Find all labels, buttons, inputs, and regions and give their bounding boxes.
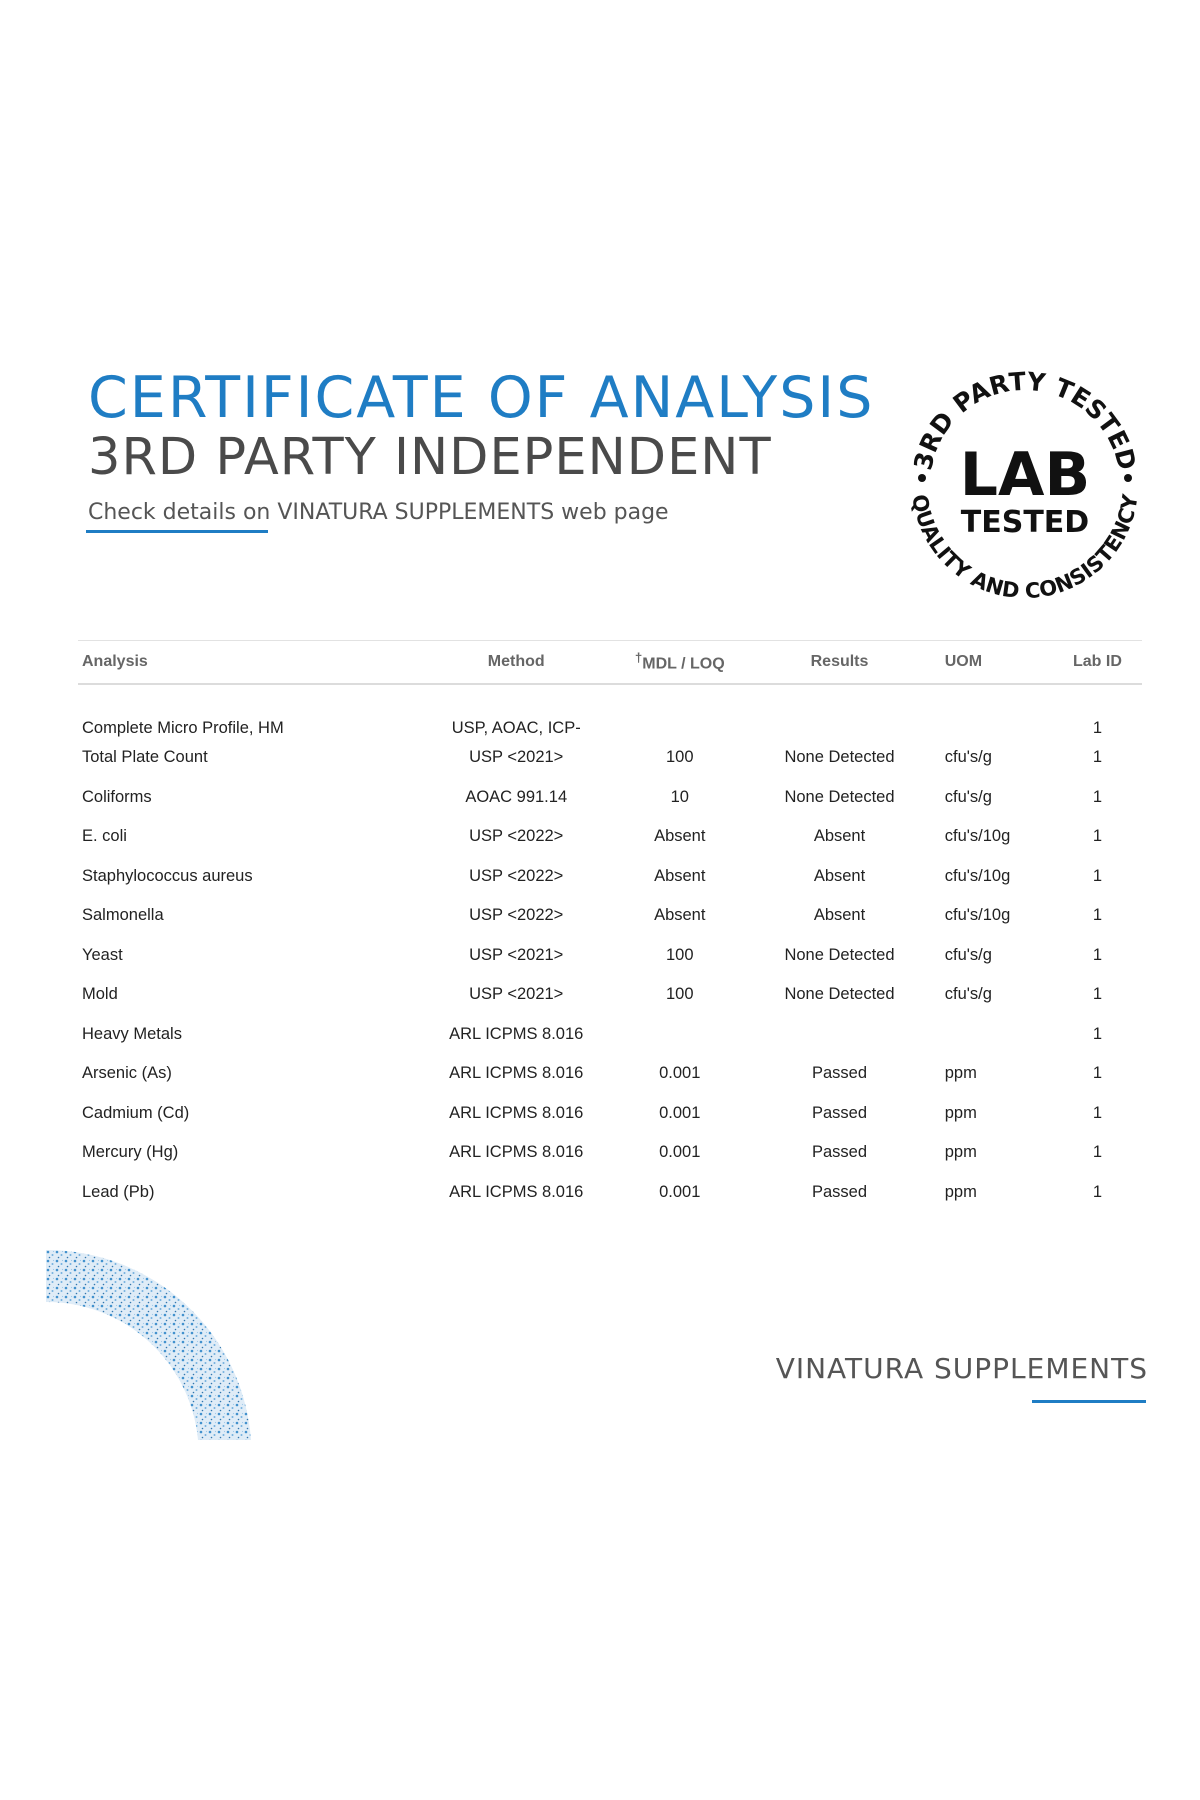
cell-analysis: Staphylococcus aureus [82,866,253,885]
cell-analysis: Yeast [82,945,123,964]
cell-mdl: 10 [670,787,689,806]
table-row [78,1133,1142,1173]
table-row [78,1094,1142,1134]
cell-method: ARL ICPMS 8.016 [449,1064,584,1083]
link-underline [86,530,268,533]
badge-dot-left [918,474,926,482]
cell-lab-id: 1 [1092,866,1103,885]
cell-mdl: 0.001 [659,1103,701,1122]
cell-result: Absent [813,827,866,846]
cell-method: USP <2021> [469,985,564,1004]
table-row [78,936,1142,976]
table-header-row [78,641,1142,685]
cell-lab-id: 1 [1092,985,1103,1004]
cell-analysis: E. coli [82,827,127,846]
col-analysis: Analysis [78,641,425,685]
cell-method: USP <2022> [469,906,564,925]
cell-result: Passed [811,1182,868,1201]
col-mdl-loq [607,641,752,685]
cell-uom: ppm [944,1103,977,1122]
table-row [78,778,1142,818]
page-subtitle: 3RD PARTY INDEPENDENT [88,428,772,487]
cell-uom: cfu's/g [944,985,992,1004]
page-title: CERTIFICATE OF ANALYSIS [88,365,875,431]
cell-result: None Detected [784,985,895,1004]
cell-result: Absent [813,906,866,925]
cell-result: None Detected [784,945,895,964]
cell-uom: ppm [944,1182,977,1201]
cell-lab-id: 1 [1092,1024,1103,1043]
cell-uom: ppm [944,1143,977,1162]
cell-mdl: Absent [654,906,706,925]
lab-tested-badge [900,360,1150,610]
mdl-dagger: † [634,650,643,666]
cell-uom: cfu's/10g [944,906,1011,925]
cell-method: USP <2022> [469,827,564,846]
cell-lab-id: 1 [1092,748,1103,767]
col-lab-id: Lab ID [1053,641,1142,685]
cell-analysis: Mercury (Hg) [82,1143,179,1162]
cell-uom [927,684,1053,738]
cell-method: ARL ICPMS 8.016 [449,1103,584,1122]
analysis-table [78,640,1142,1212]
badge-top-arc: 3RD PARTY TESTED [908,366,1142,473]
col-uom: UOM [927,641,1053,685]
footer-accent-line [1032,1400,1146,1403]
badge-line2: TESTED [960,505,1090,540]
cell-lab-id: 1 [1092,827,1103,846]
badge-bottom-arc: QUALITY AND CONSISTENCY [907,492,1143,604]
cell-result: Passed [811,1064,868,1083]
cell-lab-id: 1 [1092,1182,1103,1201]
cell-mdl: 0.001 [659,1182,701,1201]
details-link[interactable]: Check details on VINATURA SUPPLEMENTS web page [88,500,669,525]
footer-brand: VINATURA SUPPLEMENTS [775,1352,1148,1385]
cell-result: None Detected [784,787,895,806]
cell-lab-id: 1 [1092,945,1103,964]
cell-result: Absent [813,866,866,885]
cell-result [752,1015,926,1055]
decorative-arc [46,1250,256,1440]
cell-mdl: 100 [665,945,694,964]
cell-uom: cfu's/g [944,945,992,964]
cell-uom [927,1015,1053,1055]
table-row [78,1015,1142,1055]
cell-analysis: Arsenic (As) [82,1064,172,1083]
table-row [78,896,1142,936]
table-row [78,1054,1142,1094]
col-mdl-label: MDL / LOQ [642,655,725,673]
badge-line1: LAB [959,440,1091,510]
cell-analysis: Coliforms [82,787,152,806]
cell-result [752,684,926,738]
cell-lab-id: 1 [1092,906,1103,925]
cell-analysis: Mold [82,985,118,1004]
cell-lab-id: 1 [1092,1064,1103,1083]
cell-mdl [607,684,752,738]
cell-mdl: 100 [665,748,694,767]
cell-mdl: 0.001 [659,1064,701,1083]
cell-lab-id: 1 [1092,1143,1103,1162]
cell-result: Passed [811,1103,868,1122]
cell-method: USP, AOAC, ICP- [451,719,581,737]
cell-mdl: 100 [665,985,694,1004]
cell-lab-id: 1 [1092,1103,1103,1122]
cell-method: USP <2021> [469,945,564,964]
cell-mdl: Absent [654,827,706,846]
cell-analysis: Salmonella [82,906,164,925]
cell-analysis: Lead (Pb) [82,1182,155,1201]
cell-uom: ppm [944,1064,977,1083]
table-row [78,857,1142,897]
table-row [78,817,1142,857]
cell-mdl: Absent [654,866,706,885]
col-method: Method [425,641,607,685]
cell-lab-id: 1 [1092,719,1103,737]
table-row [78,1173,1142,1213]
cell-analysis: Total Plate Count [82,748,208,767]
cell-analysis: Complete Micro Profile, HM [82,719,284,737]
cell-analysis: Cadmium (Cd) [82,1103,190,1122]
cell-method: AOAC 991.14 [465,787,568,806]
cell-method: ARL ICPMS 8.016 [449,1143,584,1162]
cell-lab-id: 1 [1092,787,1103,806]
cell-method: USP <2022> [469,866,564,885]
cell-result: None Detected [784,748,895,767]
cell-mdl [607,1015,752,1055]
cell-uom: cfu's/10g [944,827,1011,846]
cell-uom: cfu's/g [944,787,992,806]
col-results: Results [752,641,926,685]
cell-mdl: 0.001 [659,1143,701,1162]
cell-result: Passed [811,1143,868,1162]
cell-method: ARL ICPMS 8.016 [449,1024,584,1043]
table-row [78,738,1142,778]
table-row [78,975,1142,1015]
cell-method: ARL ICPMS 8.016 [449,1182,584,1201]
cell-uom: cfu's/g [944,748,992,767]
cell-uom: cfu's/10g [944,866,1011,885]
badge-dot-right [1124,474,1132,482]
decorative-arc-shape [46,1250,251,1440]
cell-method: USP <2021> [469,748,564,767]
cell-analysis: Heavy Metals [82,1024,182,1043]
table-row [78,684,1142,738]
